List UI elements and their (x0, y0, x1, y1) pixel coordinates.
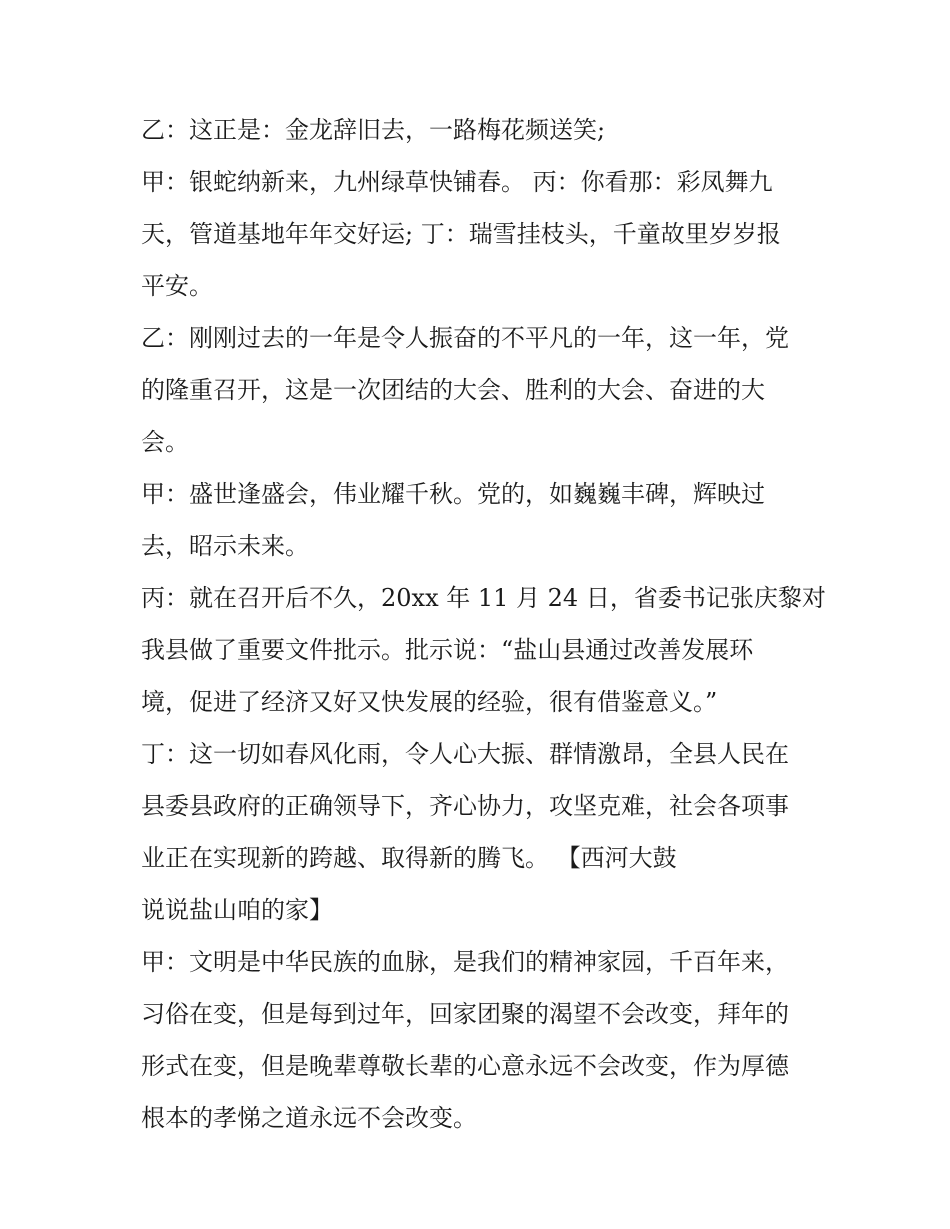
text-line: 说说盐山咱的家】 (141, 896, 333, 924)
text-line: 会。 (141, 428, 189, 456)
text-line: 的隆重召开，这是一次团结的大会、胜利的大会、奋进的大 (141, 376, 765, 404)
text-line: 平安。 (141, 272, 213, 300)
text-line: 业正在实现新的跨越、取得新的腾飞。 【西河大鼓 (141, 844, 677, 872)
text-line: 丙：就在召开后不久，20xx 年 11 月 24 日，省委书记张庆黎对 (141, 584, 826, 612)
text-line: 乙：这正是：金龙辞旧去，一路梅花频送笑; (141, 116, 606, 144)
text-line: 乙：刚刚过去的一年是令人振奋的不平凡的一年，这一年，党 (141, 324, 789, 352)
text-line: 县委县政府的正确领导下，齐心协力，攻坚克难，社会各项事 (141, 792, 789, 820)
text-line: 境，促进了经济又好又快发展的经验，很有借鉴意义。” (141, 688, 718, 716)
text-line: 丁：这一切如春风化雨，令人心大振、群情激昂，全县人民在 (141, 740, 789, 768)
text-line: 去，昭示未来。 (141, 532, 309, 560)
text-line: 我县做了重要文件批示。批示说：“盐山县通过改善发展环 (141, 636, 754, 664)
text-line: 甲：盛世逢盛会，伟业耀千秋。党的，如巍巍丰碑，辉映过 (141, 480, 765, 508)
text-line: 甲：银蛇纳新来，九州绿草快铺春。 丙：你看那：彩凤舞九 (141, 168, 773, 196)
text-line: 形式在变，但是晚辈尊敬长辈的心意永远不会改变，作为厚德 (141, 1052, 789, 1080)
text-line: 习俗在变，但是每到过年，回家团聚的渴望不会改变，拜年的 (141, 1000, 789, 1028)
document-text (141, 104, 826, 1144)
text-line: 甲：文明是中华民族的血脉，是我们的精神家园，千百年来， (141, 948, 789, 976)
text-line: 根本的孝悌之道永远不会改变。 (141, 1104, 477, 1132)
text-line: 天，管道基地年年交好运; 丁：瑞雪挂枝头，千童故里岁岁报 (141, 220, 781, 248)
